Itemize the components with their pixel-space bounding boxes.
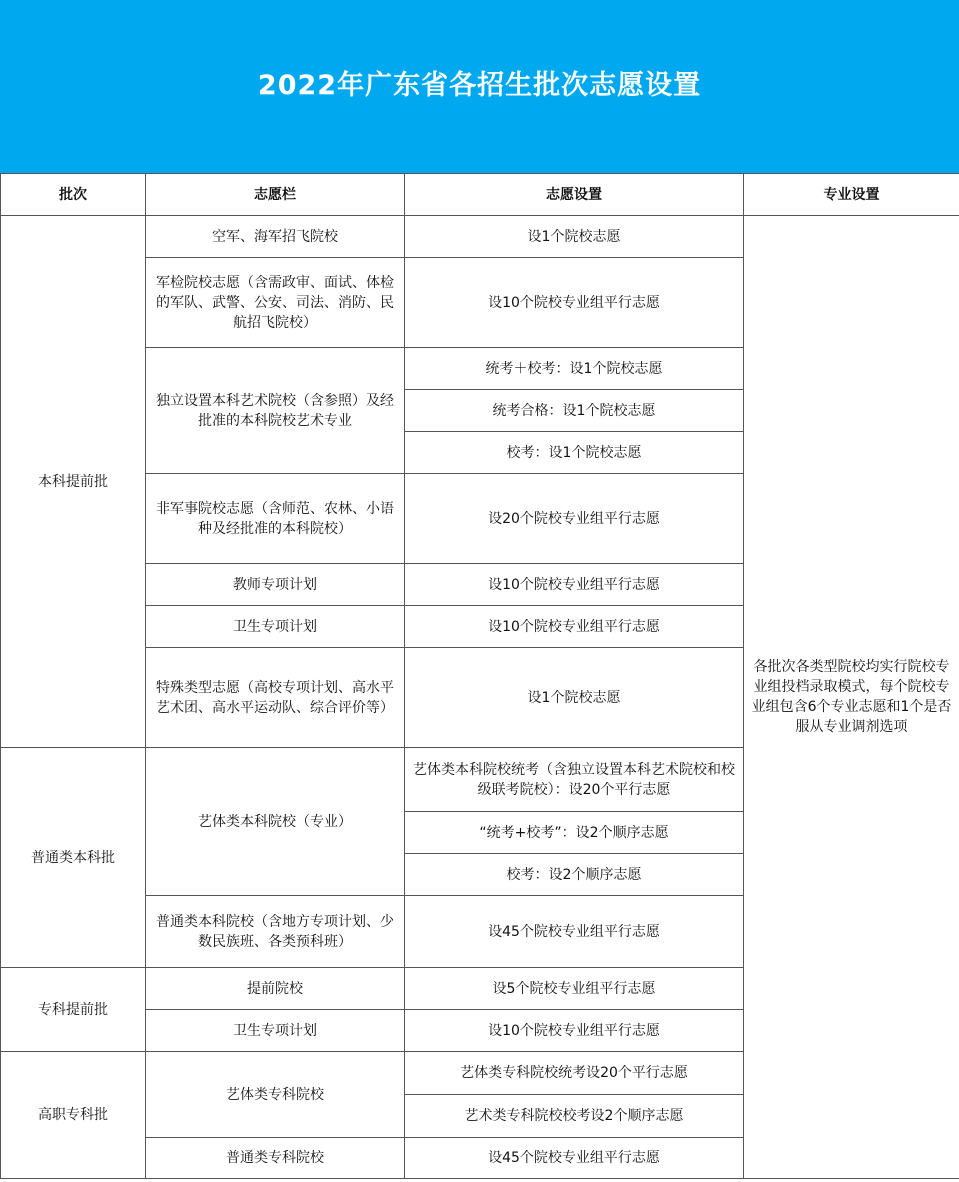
header-column: 志愿栏 — [146, 174, 405, 216]
column-label: 艺体类本科院校（专业） — [146, 748, 405, 896]
setting-cell: 设10个院校专业组平行志愿 — [405, 1010, 744, 1052]
batch-name: 高职专科批 — [1, 1052, 146, 1179]
column-label: 普通类专科院校 — [146, 1138, 405, 1179]
column-label: 军检院校志愿（含需政审、面试、体检的军队、武警、公安、司法、消防、民航招飞院校） — [146, 258, 405, 348]
setting-cell: 设5个院校专业组平行志愿 — [405, 968, 744, 1010]
column-label: 提前院校 — [146, 968, 405, 1010]
setting-cell: “统考+校考”：设2个顺序志愿 — [405, 812, 744, 854]
title-banner — [0, 0, 959, 173]
column-label: 普通类本科院校（含地方专项计划、少数民族班、各类预科班） — [146, 896, 405, 968]
setting-cell: 统考合格：设1个院校志愿 — [405, 390, 744, 432]
setting-cell: 设45个院校专业组平行志愿 — [405, 896, 744, 968]
page-title: 2022年广东省各招生批次志愿设置 — [257, 70, 702, 101]
setting-cell: 设10个院校专业组平行志愿 — [405, 606, 744, 648]
batch-name: 专科提前批 — [1, 968, 146, 1052]
column-label: 独立设置本科艺术院校（含参照）及经批准的本科院校艺术专业 — [146, 348, 405, 474]
column-label: 教师专项计划 — [146, 564, 405, 606]
setting-cell: 设10个院校专业组平行志愿 — [405, 564, 744, 606]
header-major: 专业设置 — [744, 174, 959, 216]
table-row — [1, 216, 959, 258]
setting-cell: 艺体类专科院校统考设20个平行志愿 — [405, 1052, 744, 1095]
batch-name: 普通类本科批 — [1, 748, 146, 968]
table-header-row — [1, 174, 959, 216]
batch-table — [0, 173, 959, 1179]
setting-cell: 设1个院校志愿 — [405, 648, 744, 748]
setting-cell: 设20个院校专业组平行志愿 — [405, 474, 744, 564]
setting-cell: 统考＋校考：设1个院校志愿 — [405, 348, 744, 390]
batch-name: 本科提前批 — [1, 216, 146, 748]
setting-cell: 艺术类专科院校校考设2个顺序志愿 — [405, 1095, 744, 1138]
column-label: 空军、海军招飞院校 — [146, 216, 405, 258]
header-setting: 志愿设置 — [405, 174, 744, 216]
column-label: 卫生专项计划 — [146, 606, 405, 648]
header-batch: 批次 — [1, 174, 146, 216]
setting-cell: 设45个院校专业组平行志愿 — [405, 1138, 744, 1179]
setting-cell: 校考：设2个顺序志愿 — [405, 854, 744, 896]
setting-cell: 校考：设1个院校志愿 — [405, 432, 744, 474]
column-label: 非军事院校志愿（含师范、农林、小语种及经批准的本科院校） — [146, 474, 405, 564]
setting-cell: 艺体类本科院校统考（含独立设置本科艺术院校和校级联考院校）：设20个平行志愿 — [405, 748, 744, 812]
major-setting-cell: 各批次各类型院校均实行院校专业组投档录取模式，每个院校专业组包含6个专业志愿和1个是否服从专业调剂选项 — [744, 216, 959, 1179]
column-label: 卫生专项计划 — [146, 1010, 405, 1052]
setting-cell: 设10个院校专业组平行志愿 — [405, 258, 744, 348]
setting-cell: 设1个院校志愿 — [405, 216, 744, 258]
column-label: 特殊类型志愿（高校专项计划、高水平艺术团、高水平运动队、综合评价等） — [146, 648, 405, 748]
column-label: 艺体类专科院校 — [146, 1052, 405, 1138]
